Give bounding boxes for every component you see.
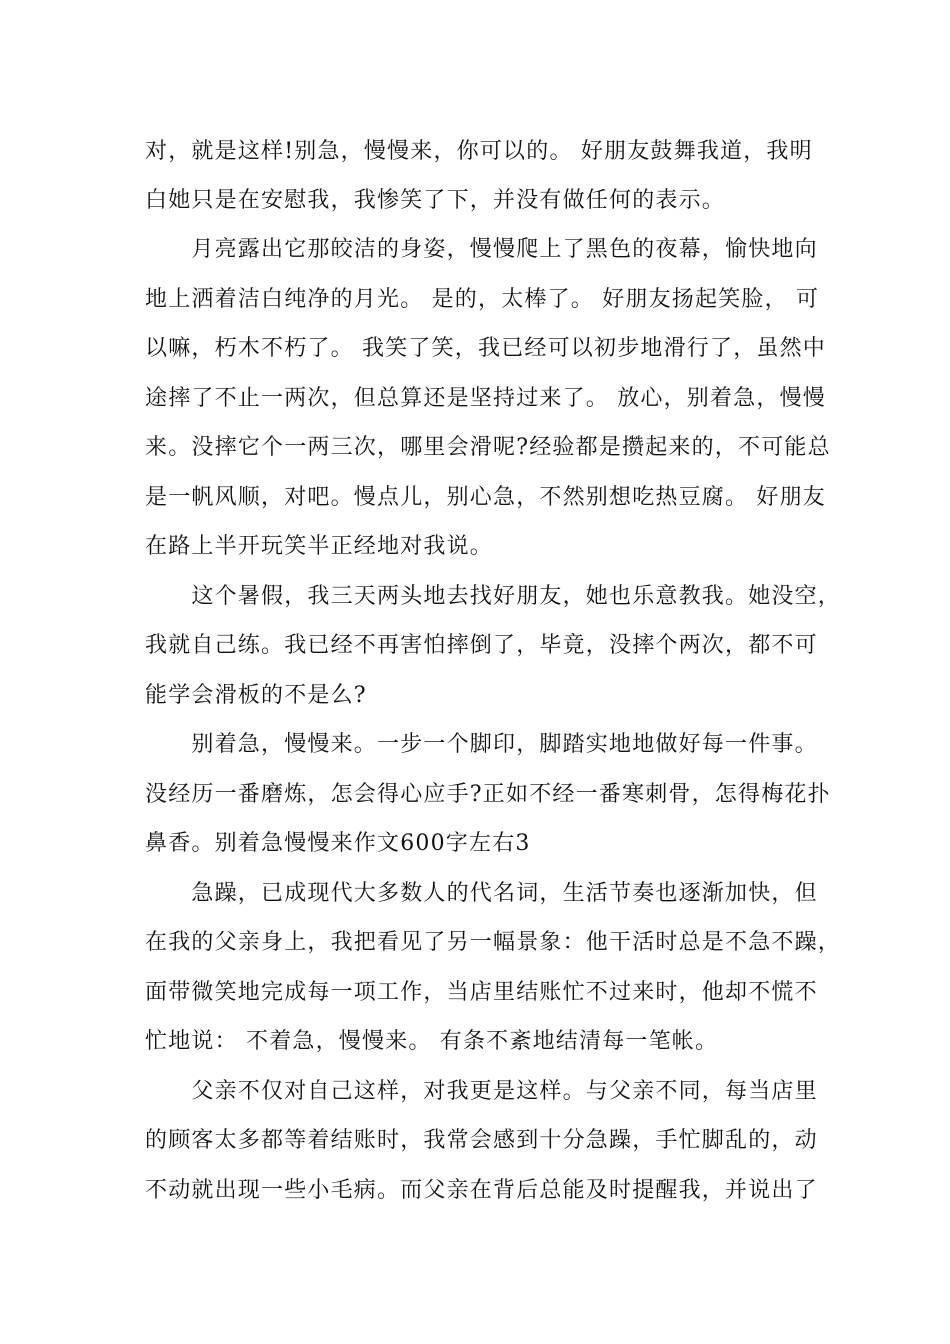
text-line: 是一帆风顺，对吧。慢点儿，别心急，不然别想吃热豆腐。 好朋友 bbox=[145, 485, 826, 510]
text-line: 月亮露出它那皎洁的身姿，慢慢爬上了黑色的夜幕，愉快地向 bbox=[145, 237, 818, 262]
text-line: 别着急，慢慢来。一步一个脚印，脚踏实地地做好每一件事。 bbox=[145, 732, 818, 757]
text-line: 能学会滑板的不是么? bbox=[145, 683, 367, 708]
text-line: 没经历一番磨炼，怎会得心应手?正如不经一番寒刺骨，怎得梅花扑 bbox=[145, 782, 831, 807]
text-line: 我就自己练。我已经不再害怕摔倒了，毕竟，没摔个两次，都不可 bbox=[145, 633, 818, 658]
text-line: 在我的父亲身上，我把看见了另一幅景象：他干活时总是不急不躁， bbox=[145, 930, 842, 955]
text-line: 地上洒着洁白纯净的月光。 是的，太棒了。 好朋友扬起笑脸， 可 bbox=[145, 287, 820, 312]
text-line: 在路上半开玩笑半正经地对我说。 bbox=[145, 534, 494, 559]
text-line: 途摔了不止一两次，但总算还是坚持过来了。 放心，别着急，慢慢 bbox=[145, 386, 826, 411]
text-line: 这个暑假，我三天两头地去找好朋友，她也乐意教我。她没空， bbox=[145, 584, 842, 609]
text-line: 忙地说： 不着急，慢慢来。 有条不紊地结清每一笔帐。 bbox=[145, 1029, 719, 1054]
text-line: 以嘛，朽木不朽了。 我笑了笑，我已经可以初步地滑行了，虽然中 bbox=[145, 336, 826, 361]
text-line: 父亲不仅对自己这样，对我更是这样。与父亲不同，每当店里 bbox=[145, 1079, 818, 1104]
text-line: 对，就是这样!别急，慢慢来，你可以的。 好朋友鼓舞我道，我明 bbox=[145, 139, 813, 164]
text-line: 急躁，已成现代大多数人的代名词，生活节奏也逐渐加快，但 bbox=[145, 881, 818, 906]
text-line: 鼻香。别着急慢慢来作文600字左右3 bbox=[145, 831, 531, 856]
text-line: 不动就出现一些小毛病。而父亲在背后总能及时提醒我，并说出了 bbox=[145, 1178, 818, 1203]
text-line: 白她只是在安慰我，我惨笑了下，并没有做任何的表示。 bbox=[145, 188, 726, 213]
text-line: 来。没摔它个一两三次，哪里会滑呢?经验都是攒起来的，不可能总 bbox=[145, 435, 831, 460]
text-line: 的顾客太多都等着结账时，我常会感到十分急躁，手忙脚乱的，动 bbox=[145, 1128, 818, 1153]
text-line: 面带微笑地完成每一项工作，当店里结账忙不过来时，他却不慌不 bbox=[145, 980, 818, 1005]
